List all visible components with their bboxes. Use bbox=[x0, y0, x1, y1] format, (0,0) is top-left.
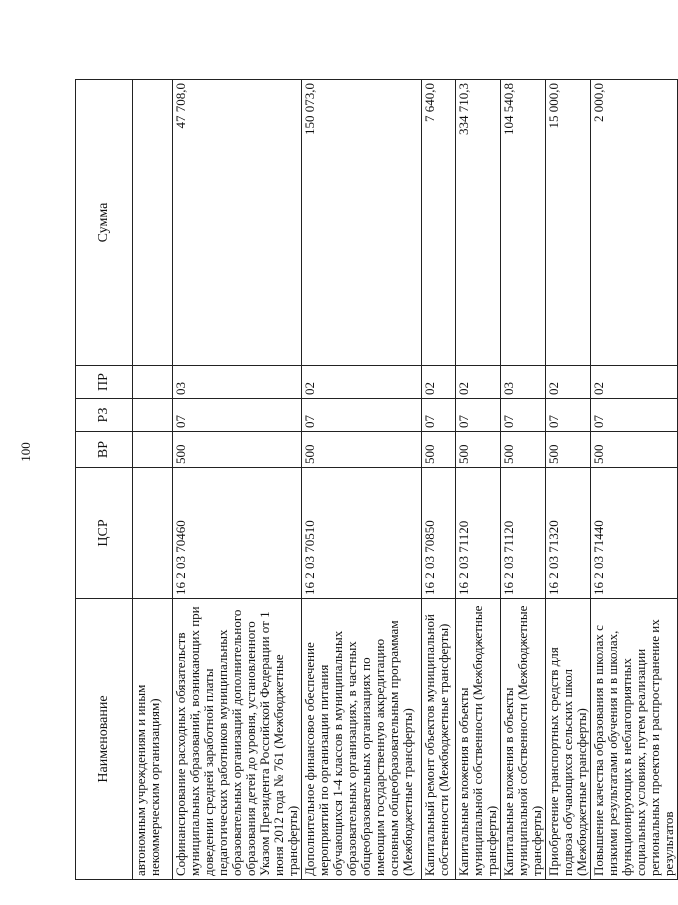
cell-rz: 07 bbox=[501, 399, 546, 432]
cell-rz: 07 bbox=[456, 399, 501, 432]
cell-vr: 500 bbox=[173, 432, 302, 468]
cell-sum: 150 073,0 bbox=[302, 80, 422, 366]
cell-pr: 03 bbox=[173, 366, 302, 399]
cell-sum: 104 540,8 bbox=[501, 80, 546, 366]
rotated-table-container bbox=[75, 80, 676, 880]
cell-name: Дополнительное финансовое обеспечение мероприятий по организации питания обучающихся 1-4 классов в муниципальных образовательных организациях, в частных общеобразовательных организациях по имеющим государственную аккредитацию основным общеобразовательным программам (Межбюджетные трансферты) bbox=[302, 599, 422, 880]
cell-rz: 07 bbox=[173, 399, 302, 432]
header-name: Наименование bbox=[76, 599, 133, 880]
cell-pr: 03 bbox=[501, 366, 546, 399]
cell-rz: 07 bbox=[591, 399, 678, 432]
cell-vr: 500 bbox=[501, 432, 546, 468]
cell-pr bbox=[133, 366, 173, 399]
cell-csr: 16 2 03 71120 bbox=[501, 468, 546, 599]
cell-sum: 334 710,3 bbox=[456, 80, 501, 366]
table-row bbox=[133, 80, 173, 880]
cell-vr: 500 bbox=[302, 432, 422, 468]
cell-sum: 7 640,0 bbox=[422, 80, 456, 366]
cell-sum: 2 000,0 bbox=[591, 80, 678, 366]
cell-csr: 16 2 03 70460 bbox=[173, 468, 302, 599]
cell-vr: 500 bbox=[591, 432, 678, 468]
table-row bbox=[546, 80, 591, 880]
cell-rz bbox=[133, 399, 173, 432]
table-row bbox=[422, 80, 456, 880]
cell-name: автономным учреждениям и иным некоммерческим организациям) bbox=[133, 599, 173, 880]
page-number: 100 bbox=[18, 442, 33, 462]
cell-name: Софинансирование расходных обязательств муниципальных образований, возникающих при доведении средней заработной платы педагогических работников муниципальных образовательных организаций дополнительного образования детей до уровня, установленного Указом Президента Российской Федерации от 1 июня 2012 года № 761 (Межбюджетные трансферты) bbox=[173, 599, 302, 880]
cell-rz: 07 bbox=[302, 399, 422, 432]
cell-csr: 16 2 03 71320 bbox=[546, 468, 591, 599]
cell-pr: 02 bbox=[591, 366, 678, 399]
cell-rz: 07 bbox=[546, 399, 591, 432]
table-row bbox=[501, 80, 546, 880]
header-csr: ЦСР bbox=[76, 468, 133, 599]
cell-pr: 02 bbox=[422, 366, 456, 399]
header-rz: РЗ bbox=[76, 399, 133, 432]
cell-sum: 15 000,0 bbox=[546, 80, 591, 366]
cell-pr: 02 bbox=[302, 366, 422, 399]
cell-pr: 02 bbox=[546, 366, 591, 399]
cell-name: Приобретение транспортных средств для подвоза обучающихся сельских школ (Межбюджетные трансферты) bbox=[546, 599, 591, 880]
cell-vr bbox=[133, 432, 173, 468]
cell-sum: 47 708,0 bbox=[173, 80, 302, 366]
header-pr: ПР bbox=[76, 366, 133, 399]
cell-name: Капитальные вложения в объекты муниципальной собственности (Межбюджетные трансферты) bbox=[456, 599, 501, 880]
cell-vr: 500 bbox=[546, 432, 591, 468]
cell-name: Повышение качества образования в школах с низкими результатами обучения и в школах, функционирующих в неблагоприятных социальных условиях, путем реализации региональных проектов и распространение их результатов bbox=[591, 599, 678, 880]
table-row bbox=[591, 80, 678, 880]
cell-csr: 16 2 03 70850 bbox=[422, 468, 456, 599]
cell-pr: 02 bbox=[456, 366, 501, 399]
cell-name: Капитальные вложения в объекты муниципальной собственности (Межбюджетные трансферты) bbox=[501, 599, 546, 880]
cell-csr: 16 2 03 71120 bbox=[456, 468, 501, 599]
cell-csr bbox=[133, 468, 173, 599]
cell-csr: 16 2 03 70510 bbox=[302, 468, 422, 599]
cell-csr: 16 2 03 71440 bbox=[591, 468, 678, 599]
header-vr: ВР bbox=[76, 432, 133, 468]
table-row bbox=[302, 80, 422, 880]
cell-sum bbox=[133, 80, 173, 366]
table-header-row bbox=[76, 80, 133, 880]
table-row bbox=[173, 80, 302, 880]
cell-rz: 07 bbox=[422, 399, 456, 432]
cell-name: Капитальный ремонт объектов муниципальной собственности (Межбюджетные трансферты) bbox=[422, 599, 456, 880]
budget-table bbox=[75, 79, 678, 880]
cell-vr: 500 bbox=[422, 432, 456, 468]
table-row bbox=[456, 80, 501, 880]
header-sum: Сумма bbox=[76, 80, 133, 366]
cell-vr: 500 bbox=[456, 432, 501, 468]
